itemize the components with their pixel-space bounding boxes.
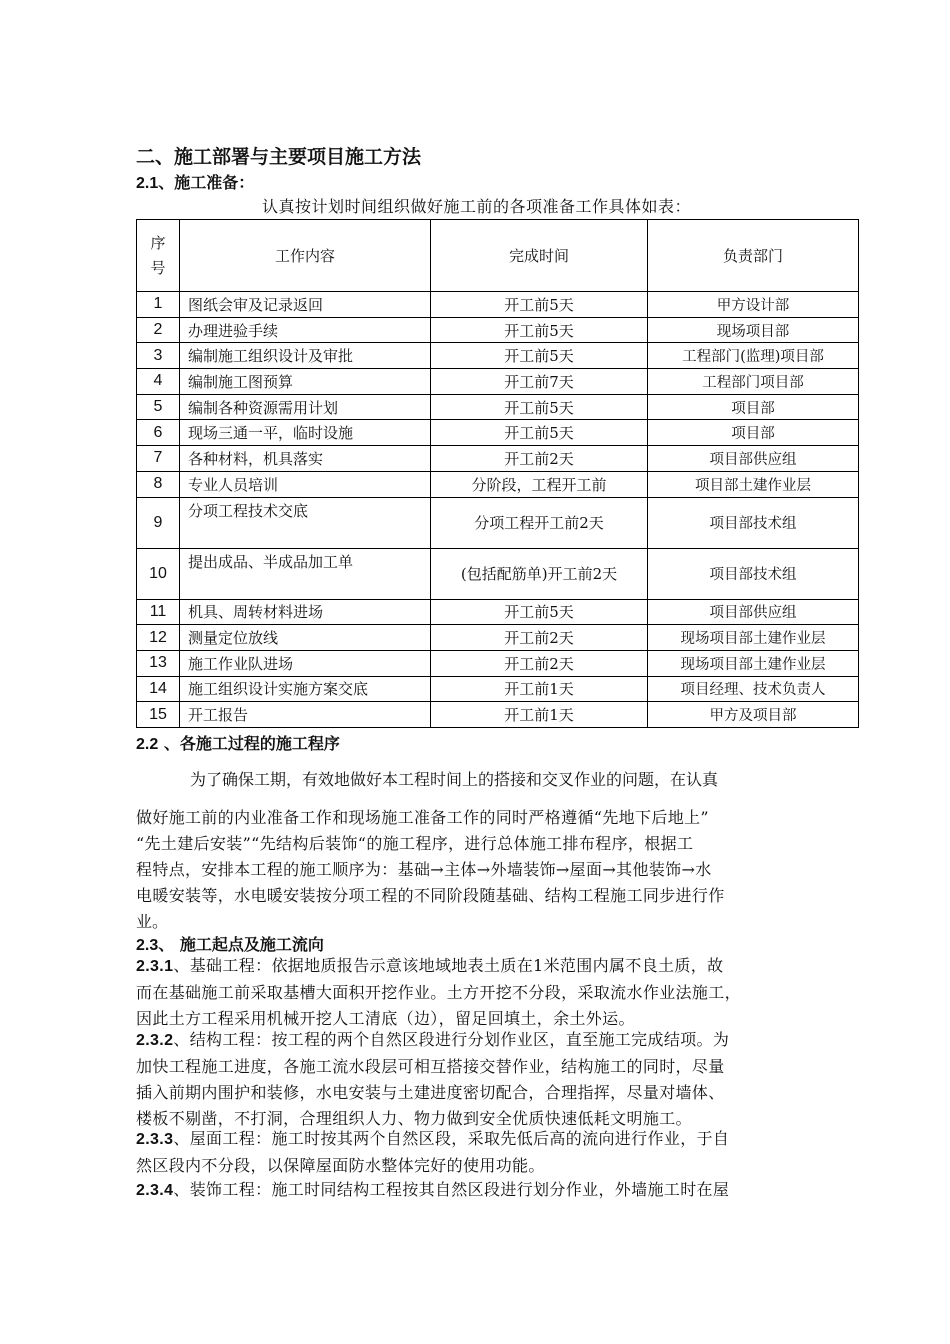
table-row <box>137 676 859 702</box>
header-content: 工作内容 <box>180 220 431 292</box>
subsection-number: 2.3 <box>136 937 159 954</box>
paragraph-2-3-4 <box>136 1177 860 1204</box>
header-seq: 序号 <box>137 220 180 292</box>
text-line: 做好施工前的内业准备工作和现场施工准备工作的同时严格遵循“先地下后地上” <box>136 808 709 827</box>
header-dept: 负责部门 <box>648 220 859 292</box>
table-row <box>137 317 859 343</box>
row-time: 开工前1天 <box>431 676 648 702</box>
row-time: 分项工程开工前2天 <box>431 497 648 548</box>
text-line: 因此土方工程采用机械开挖人工清底（边），留足回填土，余土外运。 <box>136 1009 635 1028</box>
table-row <box>137 599 859 625</box>
row-time: 开工前5天 <box>431 420 648 446</box>
text-line: 插入前期内围护和装修，水电安装与土建进度密切配合，合理指挥，尽量对墙体、 <box>136 1083 725 1102</box>
row-dept: 项目经理、技术负责人 <box>648 676 859 702</box>
row-dept: 项目部技术组 <box>648 497 859 548</box>
text-line: 电暖安装等，水电暖安装按分项工程的不同阶段随基础、结构工程施工同步进行作 <box>136 886 725 905</box>
table-row <box>137 369 859 395</box>
header-time: 完成时间 <box>431 220 648 292</box>
row-dept: 项目部供应组 <box>648 599 859 625</box>
row-dept: 项目部 <box>648 394 859 420</box>
row-time: 开工前2天 <box>431 625 648 651</box>
paragraph-2-3-2 <box>136 1027 860 1132</box>
row-content: 编制各种资源需用计划 <box>180 394 431 420</box>
text-line: 、屋面工程：施工时按其两个自然区段，采取先低后高的流向进行作业，于自 <box>173 1129 730 1148</box>
row-number: 2 <box>137 317 180 343</box>
row-content: 施工组织设计实施方案交底 <box>180 676 431 702</box>
row-content: 图纸会审及记录返回 <box>180 292 431 318</box>
text-line: 加快工程施工进度，各施工流水段层可相互搭接交替作业，结构施工的同时，尽量 <box>136 1057 725 1076</box>
text-line: 、装饰工程：施工时同结构工程按其自然区段进行划分作业，外墙施工时在屋 <box>173 1180 730 1199</box>
paragraph-number: 2.3.4 <box>136 1182 174 1199</box>
row-content: 分项工程技术交底 <box>180 497 431 548</box>
row-dept: 甲方及项目部 <box>648 702 859 728</box>
row-time: (包括配筋单)开工前2天 <box>431 548 648 599</box>
section-heading: 二、施工部署与主要项目施工方法 <box>136 146 422 168</box>
subsection-number: 2.1 <box>136 175 159 192</box>
row-content: 测量定位放线 <box>180 625 431 651</box>
row-number: 9 <box>137 497 180 548</box>
row-content: 专业人员培训 <box>180 471 431 497</box>
row-dept: 项目部土建作业层 <box>648 471 859 497</box>
subsection-title: 、各施工过程的施工程序 <box>158 734 340 753</box>
row-number: 5 <box>137 394 180 420</box>
row-time: 分阶段，工程开工前 <box>431 471 648 497</box>
row-time: 开工前1天 <box>431 702 648 728</box>
row-time: 开工前7天 <box>431 369 648 395</box>
row-time: 开工前5天 <box>431 292 648 318</box>
subsection-2-3-heading <box>136 932 324 955</box>
paragraph-2-3-3 <box>136 1126 860 1179</box>
row-time: 开工前5天 <box>431 599 648 625</box>
row-dept: 工程部门项目部 <box>648 369 859 395</box>
row-time: 开工前5天 <box>431 317 648 343</box>
preparation-table <box>136 219 859 728</box>
text-line: 然区段内不分段，以保障屋面防水整体完好的使用功能。 <box>136 1156 545 1175</box>
row-number: 8 <box>137 471 180 497</box>
row-content: 编制施工图预算 <box>180 369 431 395</box>
table-row <box>137 292 859 318</box>
table-header-row <box>137 220 859 292</box>
row-number: 12 <box>137 625 180 651</box>
row-time: 开工前2天 <box>431 650 648 676</box>
row-number: 4 <box>137 369 180 395</box>
row-content: 编制施工组织设计及审批 <box>180 343 431 369</box>
row-content: 现场三通一平，临时设施 <box>180 420 431 446</box>
row-content: 提出成品、半成品加工单 <box>180 548 431 599</box>
subsection-title: 、 施工起点及施工流向 <box>158 935 324 954</box>
row-time: 开工前5天 <box>431 343 648 369</box>
subsection-title: 、施工准备： <box>158 173 255 192</box>
row-dept: 现场项目部土建作业层 <box>648 650 859 676</box>
row-time: 开工前2天 <box>431 446 648 472</box>
subsection-2-2-heading <box>136 731 340 754</box>
row-dept: 现场项目部土建作业层 <box>648 625 859 651</box>
table-row <box>137 343 859 369</box>
table-row <box>137 650 859 676</box>
paragraph-2-2 <box>136 767 860 935</box>
paragraph-2-3-1 <box>136 953 860 1032</box>
row-number: 15 <box>137 702 180 728</box>
row-dept: 项目部 <box>648 420 859 446</box>
text-line: “先土建后安装”“先结构后装饰“的施工程序，进行总体施工排布程序，根据工 <box>136 834 694 853</box>
paragraph-number: 2.3.1 <box>136 958 174 975</box>
row-number: 3 <box>137 343 180 369</box>
text-line: 、结构工程：按工程的两个自然区段进行分划作业区，直至施工完成结项。为 <box>173 1030 730 1049</box>
table-row <box>137 497 859 548</box>
row-number: 13 <box>137 650 180 676</box>
text-line: 楼板不剔凿，不打洞，合理组织人力、物力做到安全优质快速低耗文明施工。 <box>136 1109 692 1128</box>
row-content: 各种材料，机具落实 <box>180 446 431 472</box>
row-content: 机具、周转材料进场 <box>180 599 431 625</box>
row-content: 开工报告 <box>180 702 431 728</box>
row-dept: 现场项目部 <box>648 317 859 343</box>
text-line: 而在基础施工前采取基槽大面积开挖作业。土方开挖不分段，采取流水作业法施工， <box>136 983 741 1002</box>
text-line: 程特点，安排本工程的施工顺序为：基础→主体→外墙装饰→屋面→其他装饰→水 <box>136 860 712 879</box>
table-intro: 认真按计划时间组织做好施工前的各项准备工作具体如表： <box>262 197 692 216</box>
table-row <box>137 702 859 728</box>
table-row <box>137 446 859 472</box>
text-line: 、基础工程：依据地质报告示意该地域地表土质在1米范围内属不良土质，故 <box>173 956 724 975</box>
row-dept: 项目部技术组 <box>648 548 859 599</box>
row-content: 施工作业队进场 <box>180 650 431 676</box>
row-number: 7 <box>137 446 180 472</box>
table-row <box>137 420 859 446</box>
row-number: 10 <box>137 548 180 599</box>
row-time: 开工前5天 <box>431 394 648 420</box>
paragraph-number: 2.3.2 <box>136 1032 174 1049</box>
table-row <box>137 394 859 420</box>
subsection-number: 2.2 <box>136 736 159 753</box>
row-number: 1 <box>137 292 180 318</box>
row-dept: 项目部供应组 <box>648 446 859 472</box>
row-number: 11 <box>137 599 180 625</box>
table-row <box>137 625 859 651</box>
subsection-2-1-heading <box>136 170 254 193</box>
row-content: 办理进验手续 <box>180 317 431 343</box>
row-dept: 甲方设计部 <box>648 292 859 318</box>
text-line: 为了确保工期，有效地做好本工程时间上的搭接和交叉作业的问题，在认真 <box>190 770 719 789</box>
table-row <box>137 471 859 497</box>
row-number: 14 <box>137 676 180 702</box>
row-dept: 工程部门(监理)项目部 <box>648 343 859 369</box>
row-number: 6 <box>137 420 180 446</box>
table-row <box>137 548 859 599</box>
paragraph-number: 2.3.3 <box>136 1131 174 1148</box>
text-line: 业。 <box>136 912 169 931</box>
